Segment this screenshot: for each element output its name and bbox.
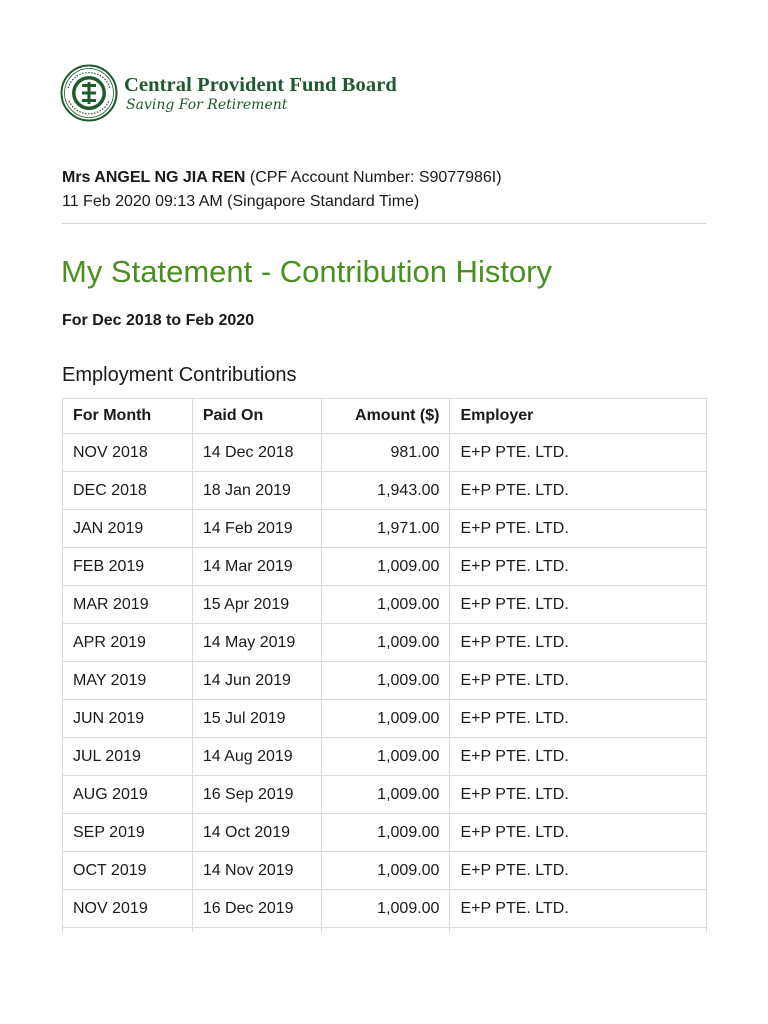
account-info — [62, 166, 502, 214]
cell-paid-on: 14 May 2019 — [192, 624, 321, 662]
cell-paid-on: 15 Jul 2019 — [192, 700, 321, 738]
cell-month: NOV 2019 — [63, 890, 193, 928]
account-holder-name: Mrs ANGEL NG JIA REN — [62, 169, 246, 186]
cell-paid-on: 16 Dec 2019 — [192, 890, 321, 928]
cell-amount: 1,971.00 — [321, 510, 450, 548]
cell-employer: E+P PTE. LTD. — [450, 662, 707, 700]
table-row — [63, 738, 707, 776]
cell-amount: 1,009.00 — [321, 700, 450, 738]
cell-amount: 1,009.00 — [321, 776, 450, 814]
cell-amount: 1,009.00 — [321, 814, 450, 852]
table-row — [63, 624, 707, 662]
table-row — [63, 586, 707, 624]
cell-month: JUL 2019 — [63, 738, 193, 776]
cell-month: FEB 2019 — [63, 548, 193, 586]
cell-paid-on: 15 Apr 2019 — [192, 586, 321, 624]
cell-paid-on: 14 Feb 2019 — [192, 510, 321, 548]
cell-paid-on: 16 Sep 2019 — [192, 776, 321, 814]
section-title-employment: Employment Contributions — [62, 364, 297, 386]
contributions-table — [62, 398, 707, 932]
cell-month: DEC 2018 — [63, 472, 193, 510]
cell-amount — [321, 928, 450, 933]
cell-employer — [450, 928, 707, 933]
cell-month: OCT 2019 — [63, 852, 193, 890]
table-row — [63, 776, 707, 814]
table-row — [63, 434, 707, 472]
cell-amount: 1,009.00 — [321, 738, 450, 776]
account-number: (CPF Account Number: S9077986I) — [249, 169, 502, 186]
org-tagline: Saving For Retirement — [126, 96, 288, 113]
column-header-employer: Employer — [450, 399, 707, 434]
org-name: Central Provident Fund Board — [124, 73, 397, 96]
cell-amount: 1,009.00 — [321, 662, 450, 700]
cell-month: MAY 2019 — [63, 662, 193, 700]
table-row — [63, 510, 707, 548]
cell-amount: 981.00 — [321, 434, 450, 472]
cell-month: SEP 2019 — [63, 814, 193, 852]
cell-paid-on: 14 Nov 2019 — [192, 852, 321, 890]
cell-amount: 1,009.00 — [321, 890, 450, 928]
table-row — [63, 548, 707, 586]
cell-paid-on: 14 Jun 2019 — [192, 662, 321, 700]
cell-employer: E+P PTE. LTD. — [450, 548, 707, 586]
cell-employer: E+P PTE. LTD. — [450, 434, 707, 472]
cell-employer: E+P PTE. LTD. — [450, 510, 707, 548]
column-header-month: For Month — [63, 399, 193, 434]
cell-employer: E+P PTE. LTD. — [450, 700, 707, 738]
table-row — [63, 472, 707, 510]
cell-amount: 1,009.00 — [321, 548, 450, 586]
statement-period: For Dec 2018 to Feb 2020 — [62, 312, 255, 329]
cell-month: NOV 2018 — [63, 434, 193, 472]
cpf-logo — [60, 64, 397, 122]
cell-paid-on: 14 Aug 2019 — [192, 738, 321, 776]
cell-employer: E+P PTE. LTD. — [450, 852, 707, 890]
account-line — [62, 166, 502, 190]
cell-amount: 1,009.00 — [321, 852, 450, 890]
column-header-paid-on: Paid On — [192, 399, 321, 434]
cell-amount: 1,009.00 — [321, 624, 450, 662]
table-row — [63, 928, 707, 933]
contributions-table-container — [62, 398, 707, 932]
cell-paid-on: 14 Oct 2019 — [192, 814, 321, 852]
table-row — [63, 890, 707, 928]
table-header-row — [63, 399, 707, 434]
cell-amount: 1,009.00 — [321, 586, 450, 624]
cell-employer: E+P PTE. LTD. — [450, 814, 707, 852]
cell-month: JUN 2019 — [63, 700, 193, 738]
table-row — [63, 814, 707, 852]
table-row — [63, 662, 707, 700]
cell-employer: E+P PTE. LTD. — [450, 890, 707, 928]
cell-month: MAR 2019 — [63, 586, 193, 624]
cell-amount: 1,943.00 — [321, 472, 450, 510]
cell-paid-on: 18 Jan 2019 — [192, 472, 321, 510]
table-row — [63, 852, 707, 890]
cell-paid-on — [192, 928, 321, 933]
cell-paid-on: 14 Mar 2019 — [192, 548, 321, 586]
page-title: My Statement - Contribution History — [61, 254, 553, 289]
statement-timestamp: 11 Feb 2020 09:13 AM (Singapore Standard Time) — [62, 193, 420, 210]
cell-month: AUG 2019 — [63, 776, 193, 814]
cell-employer: E+P PTE. LTD. — [450, 472, 707, 510]
table-row — [63, 700, 707, 738]
cell-employer: E+P PTE. LTD. — [450, 586, 707, 624]
cell-month — [63, 928, 193, 933]
cell-paid-on: 14 Dec 2018 — [192, 434, 321, 472]
cell-month: APR 2019 — [63, 624, 193, 662]
cpf-seal-icon — [60, 64, 118, 122]
header-divider — [62, 223, 706, 224]
cell-employer: E+P PTE. LTD. — [450, 738, 707, 776]
cell-employer: E+P PTE. LTD. — [450, 624, 707, 662]
column-header-amount: Amount ($) — [321, 399, 450, 434]
cell-month: JAN 2019 — [63, 510, 193, 548]
cell-employer: E+P PTE. LTD. — [450, 776, 707, 814]
